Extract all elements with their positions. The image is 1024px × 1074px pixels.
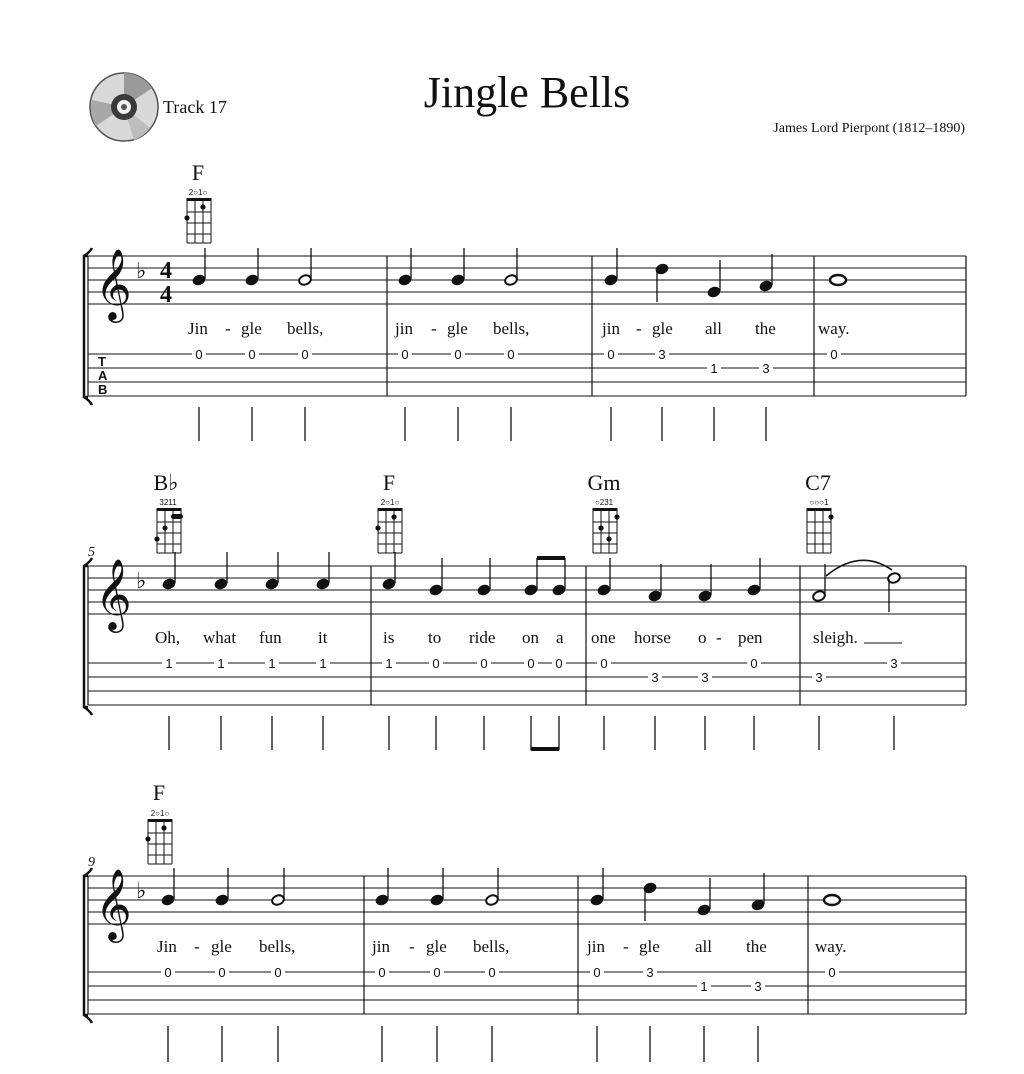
tab-fret: 3: [815, 670, 823, 685]
lyric: sleigh.: [813, 628, 858, 647]
lyric: it: [318, 628, 328, 647]
tab-fret: 1: [165, 656, 173, 671]
chord-name: F: [191, 160, 205, 185]
cd-icon[interactable]: [90, 73, 158, 141]
lyric: what: [203, 628, 237, 647]
lyric: -: [194, 937, 200, 956]
tab-fret: 1: [217, 656, 225, 671]
lyric: fun: [259, 628, 282, 647]
chord-name: B♭: [153, 470, 179, 495]
tab-fret: 3: [762, 361, 770, 376]
tab-fret: 1: [700, 979, 708, 994]
tab-fret: 0: [248, 347, 256, 362]
tab-label-a: A: [98, 368, 108, 383]
rhythm-beam: [531, 747, 559, 751]
notes: [162, 552, 901, 612]
lyric: ride: [469, 628, 496, 647]
lyric: all: [695, 937, 712, 956]
lyric: gle: [211, 937, 232, 956]
measure-number: 9: [88, 855, 95, 870]
lyric: -: [225, 319, 231, 338]
lyric: Jin: [188, 319, 208, 338]
rhythm-stems: [199, 407, 766, 441]
treble-clef-icon: 𝄞: [95, 251, 132, 319]
tab-fret: 3: [890, 656, 898, 671]
tab-fret: 1: [710, 361, 718, 376]
tab-fret: 0: [527, 656, 535, 671]
chord-diagram: [807, 508, 834, 553]
chord-fingering: 3211: [159, 498, 177, 507]
lyric: Oh,: [155, 628, 181, 647]
lyric: Jin: [157, 937, 177, 956]
lyric: one: [591, 628, 616, 647]
tab-fret: 0: [454, 347, 462, 362]
tab-fret: 0: [480, 656, 488, 671]
tab-frets: [161, 965, 839, 994]
lyrics: [155, 628, 902, 647]
tab-fret: 0: [274, 965, 282, 980]
lyric: horse: [634, 628, 671, 647]
chord-name: Gm: [587, 470, 621, 495]
lyric: the: [755, 319, 776, 338]
tab-fret: 3: [754, 979, 762, 994]
lyric: gle: [447, 319, 468, 338]
lyric: bells,: [287, 319, 324, 338]
tab-fret: 0: [750, 656, 758, 671]
tab-fret: 0: [600, 656, 608, 671]
lyric: pen: [738, 628, 763, 647]
treble-clef-icon: 𝄞: [95, 561, 132, 629]
lyric: -: [716, 628, 722, 647]
tab-fret: 0: [828, 965, 836, 980]
system-1: [84, 160, 966, 441]
lyric: gle: [639, 937, 660, 956]
flat-key-signature-icon: ♭: [136, 878, 147, 903]
tab-fret: 0: [433, 965, 441, 980]
tab-fret: 0: [593, 965, 601, 980]
flat-key-signature-icon: ♭: [136, 258, 147, 283]
lyric: bells,: [259, 937, 296, 956]
rhythm-stems: [168, 1026, 758, 1062]
lyric: gle: [241, 319, 262, 338]
lyric: is: [383, 628, 395, 647]
tab-fret: 3: [658, 347, 666, 362]
tab-fret: 0: [218, 965, 226, 980]
lyric: jin: [395, 319, 413, 338]
tab-fret: 3: [701, 670, 709, 685]
lyrics: [157, 937, 846, 956]
chord-name: F: [152, 780, 166, 805]
lyric: gle: [426, 937, 447, 956]
tab-fret: 1: [319, 656, 327, 671]
treble-clef-icon: 𝄞: [95, 871, 132, 939]
lyrics: [188, 319, 849, 338]
lyric: -: [431, 319, 437, 338]
lyric: bells,: [493, 319, 530, 338]
tab-fret: 0: [830, 347, 838, 362]
time-signature-bottom: 4: [160, 282, 172, 308]
chord-fingering: ○231: [594, 498, 614, 507]
lyric: -: [623, 937, 629, 956]
lyric: jin: [587, 937, 605, 956]
page-title: Jingle Bells: [423, 68, 631, 117]
track-label: Track 17: [163, 97, 227, 117]
lyric: way.: [818, 319, 850, 338]
chord-diagram: [154, 508, 183, 553]
lyric: jin: [602, 319, 620, 338]
tab-fret: 0: [378, 965, 386, 980]
system-2: [84, 470, 966, 751]
lyric: to: [428, 628, 442, 647]
tab-fret: 3: [646, 965, 654, 980]
tab-fret: 3: [651, 670, 659, 685]
tab-fret: 0: [488, 965, 496, 980]
tab-fret: 0: [607, 347, 615, 362]
tab-fret: 0: [195, 347, 203, 362]
tab-frets: [192, 347, 841, 376]
measure-number: 5: [88, 545, 95, 560]
tab-label-t: T: [98, 354, 106, 369]
chord-fingering: ○○○1: [809, 498, 829, 507]
lyric: bells,: [473, 937, 510, 956]
lyric: -: [409, 937, 415, 956]
tab-frets: [162, 656, 901, 685]
tab-fret: 1: [268, 656, 276, 671]
lyric: gle: [652, 319, 673, 338]
tab-fret: 0: [401, 347, 409, 362]
rhythm-stems: [169, 716, 894, 751]
chord-fingering: 2○1○: [188, 188, 208, 197]
tab-fret: 0: [507, 347, 515, 362]
lyric: the: [746, 937, 767, 956]
flat-key-signature-icon: ♭: [136, 568, 147, 593]
tab-fret: 1: [385, 656, 393, 671]
tab-fret: 0: [432, 656, 440, 671]
chord-diagram: [145, 819, 172, 864]
chord-diagram: [184, 198, 211, 243]
chord-name: C7: [805, 470, 831, 495]
chord-fingering: 2○1○: [380, 498, 400, 507]
tie-arc: [826, 560, 892, 576]
tab-label-b: B: [98, 382, 108, 397]
lyric: on: [522, 628, 539, 647]
chord-diagram: [593, 508, 620, 553]
lyric: jin: [372, 937, 390, 956]
lyric: a: [556, 628, 564, 647]
time-signature-top: 4: [160, 258, 172, 284]
tab-fret: 0: [301, 347, 309, 362]
lyric: o: [698, 628, 707, 647]
tab-fret: 0: [555, 656, 563, 671]
system-3: [84, 780, 966, 1062]
lyric: -: [636, 319, 642, 338]
lyric: way.: [815, 937, 847, 956]
tab-fret: 0: [164, 965, 172, 980]
chord-diagram: [375, 508, 402, 553]
chord-name: F: [382, 470, 396, 495]
composer-credit: James Lord Pierpont (1812–1890): [773, 121, 965, 136]
lyric: all: [705, 319, 722, 338]
chord-fingering: 2○1○: [150, 809, 170, 818]
